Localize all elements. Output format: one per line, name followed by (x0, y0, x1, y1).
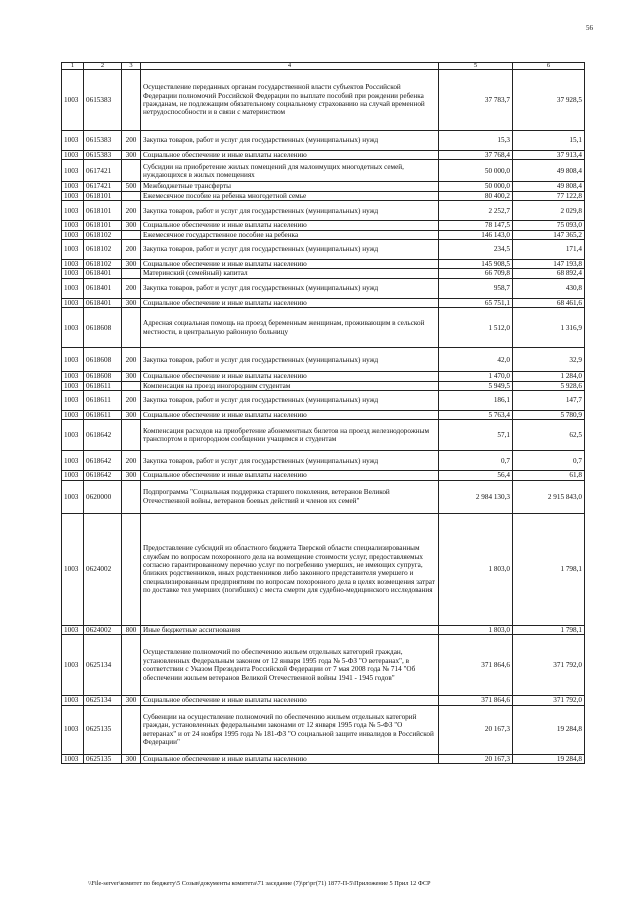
cell-c1: 1003 (62, 278, 84, 298)
cell-c1: 1003 (62, 372, 84, 381)
table-row (62, 131, 585, 151)
header-cell: 1 (62, 63, 84, 70)
cell-c2: 0618102 (84, 240, 122, 260)
cell-c3: 300 (122, 260, 141, 269)
cell-c1: 1003 (62, 201, 84, 221)
cell-c4: Компенсация расходов на приобретение абонементных билетов на проезд железнодорожным транспортом в пригородном сообщении учащимся и студентам (141, 420, 439, 451)
header-cell: 6 (513, 63, 585, 70)
cell-c3: 300 (122, 754, 141, 763)
cell-c4: Закупка товаров, работ и услуг для государственных (муниципальных) нужд (141, 348, 439, 372)
cell-c3 (122, 705, 141, 754)
cell-c5: 37 768,4 (439, 151, 513, 160)
table-header-row (62, 63, 585, 70)
cell-c6: 147 193,8 (513, 260, 585, 269)
cell-c1: 1003 (62, 160, 84, 182)
table-row (62, 420, 585, 451)
table-row (62, 230, 585, 239)
cell-c5: 186,1 (439, 391, 513, 411)
cell-c3 (122, 269, 141, 278)
cell-c1: 1003 (62, 230, 84, 239)
cell-c3: 200 (122, 240, 141, 260)
cell-c1: 1003 (62, 391, 84, 411)
cell-c2: 0615383 (84, 70, 122, 131)
cell-c6: 371 792,0 (513, 696, 585, 705)
cell-c6: 32,9 (513, 348, 585, 372)
cell-c1: 1003 (62, 635, 84, 696)
cell-c1: 1003 (62, 308, 84, 348)
cell-c1: 1003 (62, 705, 84, 754)
cell-c3: 200 (122, 348, 141, 372)
cell-c3: 300 (122, 221, 141, 230)
table-row (62, 151, 585, 160)
table-row (62, 221, 585, 230)
cell-c3 (122, 308, 141, 348)
cell-c2: 0618611 (84, 411, 122, 420)
table-row (62, 160, 585, 182)
table-row (62, 754, 585, 763)
cell-c5: 20 167,3 (439, 754, 513, 763)
cell-c2: 0618608 (84, 308, 122, 348)
cell-c5: 2 252,7 (439, 201, 513, 221)
cell-c2: 0618642 (84, 471, 122, 480)
cell-c6: 49 808,4 (513, 160, 585, 182)
cell-c2: 0618611 (84, 391, 122, 411)
cell-c4: Социальное обеспечение и иные выплаты населению (141, 221, 439, 230)
cell-c3: 300 (122, 151, 141, 160)
cell-c2: 0624002 (84, 625, 122, 634)
cell-c2: 0625135 (84, 705, 122, 754)
cell-c2: 0618608 (84, 372, 122, 381)
table-row (62, 451, 585, 471)
cell-c2: 0625134 (84, 696, 122, 705)
cell-c4: Закупка товаров, работ и услуг для государственных (муниципальных) нужд (141, 278, 439, 298)
table-row (62, 240, 585, 260)
cell-c3 (122, 480, 141, 513)
cell-c1: 1003 (62, 513, 84, 625)
cell-c2: 0615383 (84, 151, 122, 160)
cell-c4: Межбюджетные трансферты (141, 182, 439, 191)
cell-c4: Социальное обеспечение и иные выплаты населению (141, 260, 439, 269)
cell-c6: 49 808,4 (513, 182, 585, 191)
cell-c5: 56,4 (439, 471, 513, 480)
table-row (62, 260, 585, 269)
cell-c6: 19 284,8 (513, 754, 585, 763)
table-row (62, 696, 585, 705)
cell-c1: 1003 (62, 151, 84, 160)
cell-c3 (122, 635, 141, 696)
cell-c4: Закупка товаров, работ и услуг для государственных (муниципальных) нужд (141, 391, 439, 411)
cell-c4: Социальное обеспечение и иные выплаты населению (141, 471, 439, 480)
cell-c2: 0625134 (84, 635, 122, 696)
table-row (62, 381, 585, 390)
cell-c5: 1 803,0 (439, 513, 513, 625)
cell-c3: 200 (122, 451, 141, 471)
cell-c1: 1003 (62, 451, 84, 471)
table-row (62, 182, 585, 191)
cell-c4: Компенсация на проезд иногородним студентам (141, 381, 439, 390)
cell-c5: 234,5 (439, 240, 513, 260)
cell-c6: 62,5 (513, 420, 585, 451)
cell-c4: Адресная социальная помощь на проезд беременным женщинам, проживающим в сельской местности, в центральную районную больницу (141, 308, 439, 348)
cell-c1: 1003 (62, 754, 84, 763)
cell-c1: 1003 (62, 420, 84, 451)
cell-c1: 1003 (62, 411, 84, 420)
cell-c1: 1003 (62, 298, 84, 307)
cell-c2: 0625135 (84, 754, 122, 763)
cell-c4: Подпрограмма "Социальная поддержка старшего поколения, ветеранов Великой Отечественной войны, ветеранов боевых действий и членов их семей" (141, 480, 439, 513)
cell-c6: 2 915 843,0 (513, 480, 585, 513)
table-row (62, 278, 585, 298)
cell-c1: 1003 (62, 625, 84, 634)
table-row (62, 471, 585, 480)
cell-c5: 78 147,5 (439, 221, 513, 230)
table-row (62, 298, 585, 307)
cell-c4: Закупка товаров, работ и услуг для государственных (муниципальных) нужд (141, 131, 439, 151)
cell-c5: 66 709,8 (439, 269, 513, 278)
cell-c5: 50 000,0 (439, 182, 513, 191)
table-row (62, 391, 585, 411)
table-row (62, 372, 585, 381)
cell-c6: 61,8 (513, 471, 585, 480)
cell-c6: 1 316,9 (513, 308, 585, 348)
cell-c6: 147,7 (513, 391, 585, 411)
cell-c1: 1003 (62, 269, 84, 278)
cell-c6: 430,8 (513, 278, 585, 298)
cell-c1: 1003 (62, 260, 84, 269)
cell-c1: 1003 (62, 471, 84, 480)
cell-c6: 15,1 (513, 131, 585, 151)
cell-c4: Иные бюджетные ассигнования (141, 625, 439, 634)
cell-c5: 57,1 (439, 420, 513, 451)
cell-c6: 77 122,8 (513, 191, 585, 200)
cell-c2: 0618102 (84, 230, 122, 239)
cell-c2: 0618401 (84, 278, 122, 298)
table-row (62, 201, 585, 221)
file-path-footer: \\File-server\комитет по бюджету\5 Созыв\документы комитета\71 заседание (7)\рг\рг(71) 1877-П-5\Приложение 5 Прил 12 ФСР (88, 880, 431, 887)
cell-c5: 958,7 (439, 278, 513, 298)
cell-c4: Субсидии на приобретение жилых помещений для малоимущих многодетных семей, нуждающихся в жилых помещениях (141, 160, 439, 182)
header-cell: 4 (141, 63, 439, 70)
cell-c1: 1003 (62, 480, 84, 513)
cell-c2: 0618102 (84, 260, 122, 269)
cell-c1: 1003 (62, 191, 84, 200)
cell-c2: 0618101 (84, 201, 122, 221)
cell-c5: 145 908,5 (439, 260, 513, 269)
cell-c4: Социальное обеспечение и иные выплаты населению (141, 298, 439, 307)
table-row (62, 348, 585, 372)
cell-c3 (122, 160, 141, 182)
cell-c6: 5 780,9 (513, 411, 585, 420)
cell-c5: 146 143,0 (439, 230, 513, 239)
cell-c3: 500 (122, 182, 141, 191)
cell-c6: 5 928,6 (513, 381, 585, 390)
cell-c5: 1 470,0 (439, 372, 513, 381)
cell-c1: 1003 (62, 131, 84, 151)
cell-c3 (122, 191, 141, 200)
cell-c1: 1003 (62, 182, 84, 191)
table-row (62, 635, 585, 696)
cell-c6: 1 798,1 (513, 513, 585, 625)
cell-c2: 0617421 (84, 182, 122, 191)
cell-c2: 0618608 (84, 348, 122, 372)
cell-c3: 300 (122, 471, 141, 480)
cell-c6: 147 365,2 (513, 230, 585, 239)
table-row (62, 625, 585, 634)
cell-c5: 15,3 (439, 131, 513, 151)
cell-c2: 0618101 (84, 191, 122, 200)
cell-c3: 300 (122, 298, 141, 307)
cell-c6: 68 892,4 (513, 269, 585, 278)
cell-c6: 37 913,4 (513, 151, 585, 160)
cell-c1: 1003 (62, 348, 84, 372)
cell-c6: 1 798,1 (513, 625, 585, 634)
cell-c4: Социальное обеспечение и иные выплаты населению (141, 754, 439, 763)
cell-c2: 0618642 (84, 451, 122, 471)
cell-c6: 1 284,0 (513, 372, 585, 381)
cell-c2: 0618401 (84, 269, 122, 278)
cell-c5: 65 751,1 (439, 298, 513, 307)
cell-c2: 0620000 (84, 480, 122, 513)
cell-c4: Социальное обеспечение и иные выплаты населению (141, 151, 439, 160)
cell-c5: 1 803,0 (439, 625, 513, 634)
table-row (62, 191, 585, 200)
cell-c3: 800 (122, 625, 141, 634)
cell-c6: 371 792,0 (513, 635, 585, 696)
cell-c6: 37 928,5 (513, 70, 585, 131)
cell-c4: Осуществление переданных органам государственной власти субъектов Российской Федерации полномочий Российской Федерации по выплате пособий при рождении ребенка гражданам, не подлежащим обязательному социальному страхованию на случай временной нетрудоспособности и в связи с материнством (141, 70, 439, 131)
cell-c3 (122, 513, 141, 625)
cell-c2: 0618101 (84, 221, 122, 230)
table-row (62, 513, 585, 625)
cell-c6: 171,4 (513, 240, 585, 260)
cell-c4: Закупка товаров, работ и услуг для государственных (муниципальных) нужд (141, 201, 439, 221)
cell-c4: Субвенции на осуществление полномочий по обеспечению жильем отдельных категорий граждан, установленных федеральными законами от 12 января 1995 года № 5-ФЗ "О ветеранах" и от 24 ноября 1995 года № 181-ФЗ "О социальной защите инвалидов в Российской Федерации" (141, 705, 439, 754)
cell-c2: 0618611 (84, 381, 122, 390)
cell-c4: Социальное обеспечение и иные выплаты населению (141, 411, 439, 420)
cell-c5: 1 512,0 (439, 308, 513, 348)
header-cell: 2 (84, 63, 122, 70)
cell-c3 (122, 230, 141, 239)
cell-c1: 1003 (62, 221, 84, 230)
cell-c5: 20 167,3 (439, 705, 513, 754)
header-cell: 5 (439, 63, 513, 70)
cell-c5: 50 000,0 (439, 160, 513, 182)
cell-c2: 0618401 (84, 298, 122, 307)
cell-c2: 0618642 (84, 420, 122, 451)
cell-c5: 0,7 (439, 451, 513, 471)
cell-c3 (122, 420, 141, 451)
table-row (62, 70, 585, 131)
cell-c1: 1003 (62, 696, 84, 705)
cell-c5: 37 783,7 (439, 70, 513, 131)
budget-table (61, 62, 585, 764)
cell-c4: Социальное обеспечение и иные выплаты населению (141, 696, 439, 705)
cell-c6: 2 029,8 (513, 201, 585, 221)
cell-c3: 200 (122, 278, 141, 298)
cell-c1: 1003 (62, 381, 84, 390)
cell-c4: Материнский (семейный) капитал (141, 269, 439, 278)
cell-c5: 80 400,2 (439, 191, 513, 200)
cell-c6: 75 093,0 (513, 221, 585, 230)
cell-c2: 0624002 (84, 513, 122, 625)
cell-c4: Предоставление субсидий из областного бюджета Тверской области специализированным службам по вопросам похоронного дела на возмещение стоимости услуг, предоставляемых согласно гарантированному перечню услуг по погребению умерших, не имеющих супруга, близких родственников, иных родственников либо законного представителя умершего и специализированным предприятиям по вопросам похоронного дела в целях возмещения затрат по доставке тел умерших (погибших) с места смерти для судебно-медицинского исследования (141, 513, 439, 625)
cell-c3: 300 (122, 411, 141, 420)
page-number: 56 (586, 24, 593, 32)
cell-c5: 2 984 130,3 (439, 480, 513, 513)
cell-c4: Закупка товаров, работ и услуг для государственных (муниципальных) нужд (141, 240, 439, 260)
cell-c4: Осуществление полномочий по обеспечению жильем отдельных категорий граждан, установленных Федеральным законом от 12 января 1995 года № 5-ФЗ "О ветеранах", в соответствии с Указом Президента Российской Федерации от 7 мая 2008 года № 714 "Об обеспечении жильем ветеранов Великой Отечественной войны 1941 - 1945 годов" (141, 635, 439, 696)
table-row (62, 480, 585, 513)
cell-c6: 19 284,8 (513, 705, 585, 754)
cell-c3: 300 (122, 372, 141, 381)
table-row (62, 411, 585, 420)
cell-c5: 371 864,6 (439, 635, 513, 696)
cell-c5: 42,0 (439, 348, 513, 372)
table-row (62, 308, 585, 348)
cell-c3: 200 (122, 391, 141, 411)
cell-c6: 68 461,6 (513, 298, 585, 307)
cell-c4: Социальное обеспечение и иные выплаты населению (141, 372, 439, 381)
cell-c3 (122, 70, 141, 131)
cell-c5: 5 763,4 (439, 411, 513, 420)
cell-c3: 300 (122, 696, 141, 705)
cell-c2: 0617421 (84, 160, 122, 182)
cell-c4: Закупка товаров, работ и услуг для государственных (муниципальных) нужд (141, 451, 439, 471)
cell-c6: 0,7 (513, 451, 585, 471)
header-cell: 3 (122, 63, 141, 70)
cell-c3 (122, 381, 141, 390)
table-row (62, 269, 585, 278)
cell-c3: 200 (122, 131, 141, 151)
cell-c5: 5 949,5 (439, 381, 513, 390)
cell-c2: 0615383 (84, 131, 122, 151)
cell-c4: Ежемесячное пособие на ребенка многодетной семье (141, 191, 439, 200)
cell-c3: 200 (122, 201, 141, 221)
cell-c1: 1003 (62, 240, 84, 260)
cell-c5: 371 864,6 (439, 696, 513, 705)
cell-c4: Ежемесячное государственное пособие на ребенка (141, 230, 439, 239)
table-row (62, 705, 585, 754)
cell-c1: 1003 (62, 70, 84, 131)
